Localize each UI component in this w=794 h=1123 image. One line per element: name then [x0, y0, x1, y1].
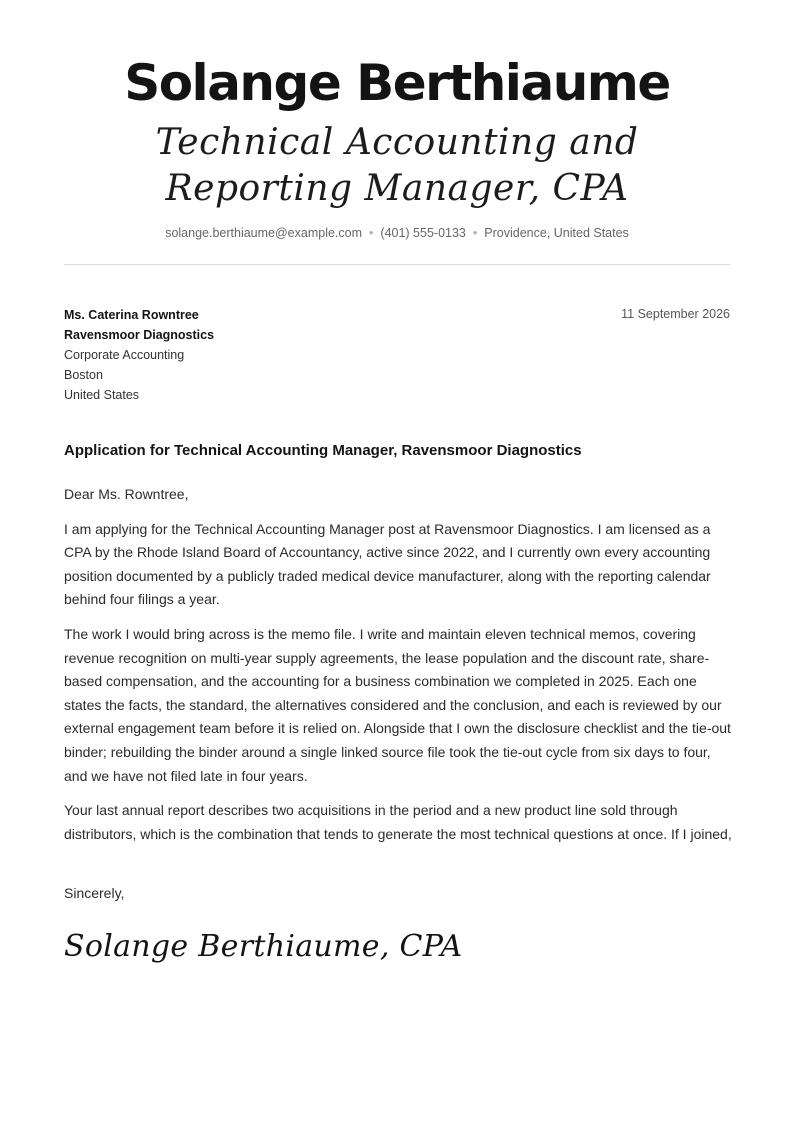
recipient-country: United States: [64, 388, 140, 402]
body-paragraph: The work I would bring across is the memo file. I write and maintain eleven technical memos, covering revenue recognition on multi-year supply agreements, the lease population and the discount rate, share-based compensation, and the accounting for a business combination we completed in 2025. Each one states the facts, the standard, the alternatives considered and the conclusion, and each is reviewed by our external engagement team before it is relied on. Alongside that I own the disclosure checklist and the tie-out binder; rebuilding the binder around a single linked source file took the tie-out cycle from six days to four, and we have not filed late in four years.: [64, 625, 731, 784]
recipient-name: Ms. Caterina Rowntree: [64, 308, 199, 322]
applicant-title: Technical Accounting and Reporting Manager, CPA: [155, 122, 639, 209]
recipient-block: [64, 305, 214, 405]
signature: Solange Berthiaume, CPA: [64, 929, 463, 964]
recipient-company: Ravensmoor Diagnostics: [64, 328, 215, 342]
recipient-city: Boston: [64, 368, 103, 382]
contact-email: solange.berthiaume@example.com: [165, 226, 363, 240]
body-paragraph: Your last annual report describes two acquisitions in the period and a new product line sold through distributors, which is the combination that tends to generate the most technical questions at once. If I joined,: [64, 802, 732, 842]
letterhead: [64, 52, 730, 242]
closing: Sincerely,: [64, 885, 125, 901]
contact-separator: •: [369, 226, 374, 240]
subject-line: Application for Technical Accounting Manager, Ravensmoor Diagnostics: [64, 442, 582, 459]
salutation: Dear Ms. Rowntree,: [64, 486, 189, 502]
contact-separator: •: [472, 226, 478, 240]
letter-date: 11 September 2026: [621, 307, 730, 321]
letter-body: [64, 483, 734, 857]
header-divider: [64, 264, 730, 265]
contact-phone: (401) 555-0133: [380, 226, 466, 240]
contact-line: [64, 224, 730, 242]
body-paragraph: I am applying for the Technical Accounting Manager post at Ravensmoor Diagnostics. I am licensed as a CPA by the Rhode Island Board of Accountancy, active since 2022, and I currently own every accounting position documented by a publicly traded medical device manufacturer, along with the reporting calendar behind four filings a year.: [64, 520, 711, 608]
applicant-name: Solange Berthiaume: [124, 54, 670, 112]
recipient-department: Corporate Accounting: [64, 348, 185, 362]
contact-location: Providence, United States: [484, 226, 629, 240]
